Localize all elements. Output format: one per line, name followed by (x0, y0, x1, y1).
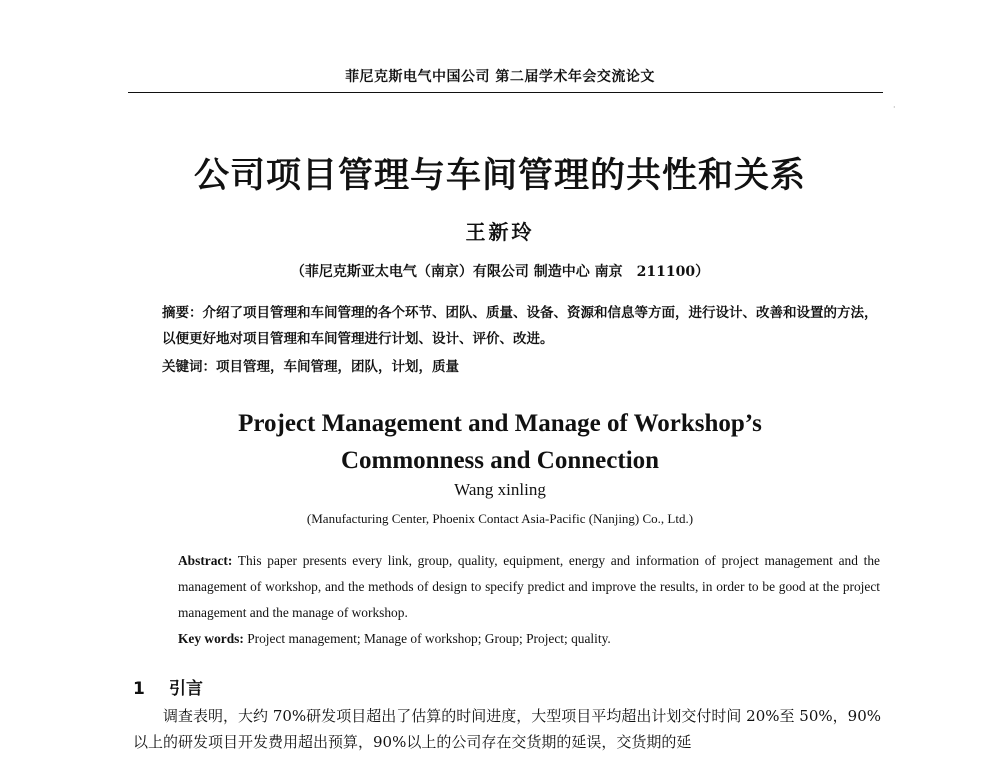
section-heading (133, 674, 203, 699)
running-header: 菲尼克斯电气中国公司 第二届学术年会交流论文 (345, 69, 655, 85)
affiliation-zh: （菲尼克斯亚太电气（南京）有限公司 制造中心 南京 211100） (290, 264, 710, 280)
abstract-zh (162, 300, 880, 352)
abstract-zh-text: 介绍了项目管理和车间管理的各个环节、团队、质量、设备、资源和信息等方面，进行设计、改善和设置的方法，以便更好地对项目管理和车间管理进行计划、设计、评价、改进。 (162, 305, 878, 347)
abstract-en-label: Abstract: (178, 553, 233, 568)
keywords-en-text: Project management; Manage of workshop; Group; Project; quality. (243, 631, 611, 646)
abstract-zh-label: 摘要： (162, 305, 203, 321)
keywords-en-label: Key words: (178, 631, 244, 646)
keywords-zh-label: 关键词： (162, 359, 216, 375)
keywords-zh (162, 356, 880, 378)
author-zh: 王新玲 (465, 220, 535, 244)
title-en-line2: Commonness and Connection (340, 447, 660, 474)
section-title: 引言 (169, 679, 203, 699)
keywords-zh-text: 项目管理，车间管理，团队，计划，质量 (216, 359, 459, 375)
abstract-en-text: This paper presents every link, group, quality, equipment, energy and information of project management and the management of workshop, and the methods of design to specify predict and improve the results, in order to be good at the project management and the manage of workshop. (178, 553, 880, 620)
title-en-line1: Project Management and Manage of Workshop’s (238, 410, 762, 437)
margin-mark: · (893, 103, 896, 112)
header-rule (128, 92, 883, 93)
section-number: 1 (133, 679, 145, 699)
keywords-en (178, 628, 880, 650)
abstract-en (178, 548, 880, 626)
author-en: Wang xinling (454, 480, 546, 499)
body-paragraph: 调查表明，大约 70%研发项目超出了估算的时间进度，大型项目平均超出计划交付时间 20%至 50%，90%以上的研发项目开发费用超出预算，90%以上的公司存在交货期的延误，交货期的延 (133, 707, 881, 751)
title-zh: 公司项目管理与车间管理的共性和关系 (193, 156, 806, 196)
title-en (0, 405, 1000, 479)
affiliation-en: (Manufacturing Center, Phoenix Contact Asia-Pacific (Nanjing) Co., Ltd.) (306, 511, 694, 526)
